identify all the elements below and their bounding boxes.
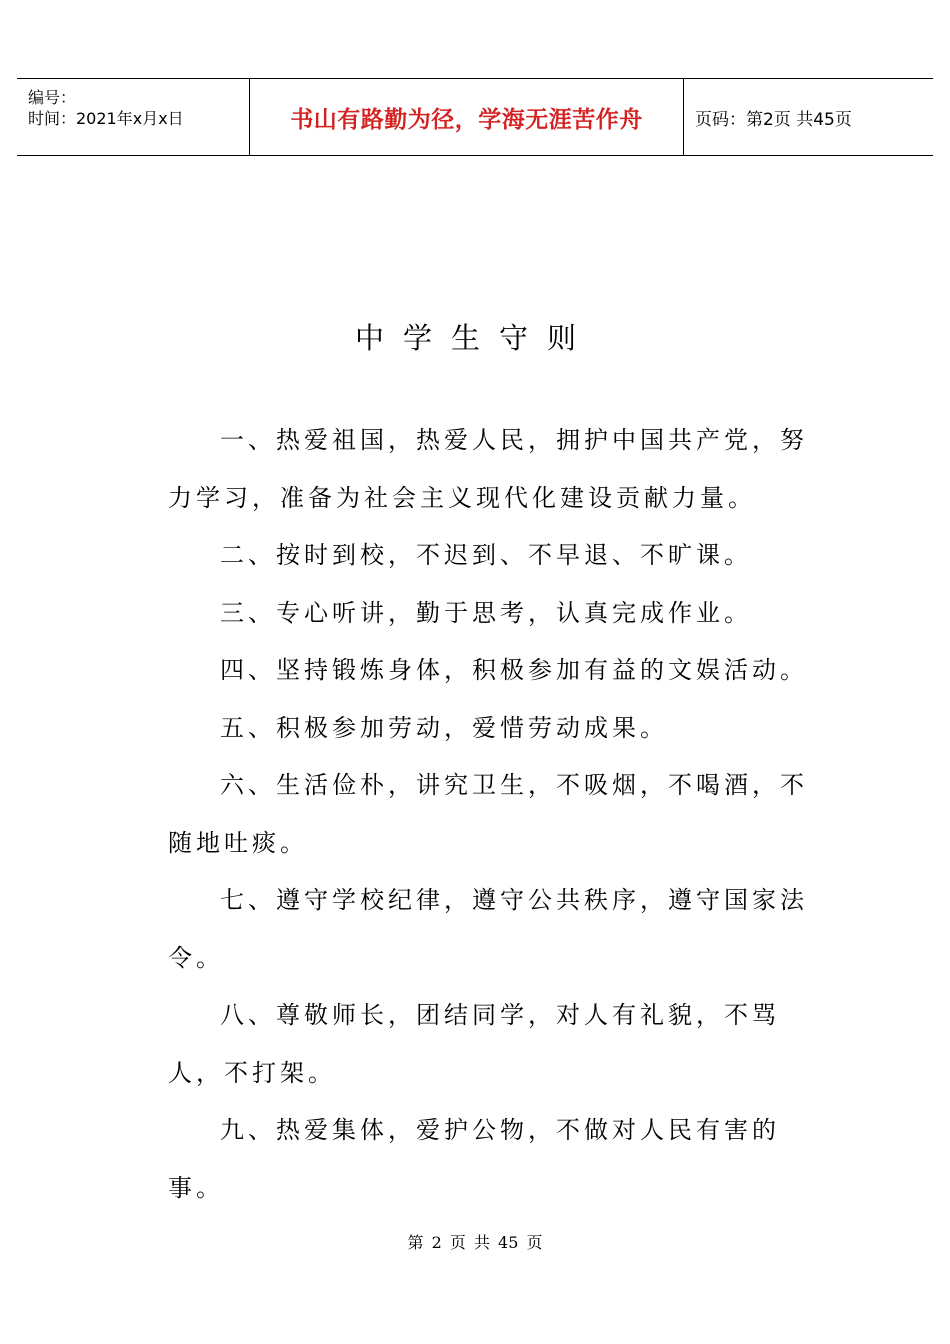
header-left-cell — [17, 79, 250, 155]
number-label: 编号： — [28, 88, 77, 107]
rule-6: 六、生活俭朴，讲究卫生，不吸烟，不喝酒，不随地吐痰。 — [168, 771, 808, 857]
header-right-cell — [684, 79, 933, 155]
rule-4: 四、坚持锻炼身体，积极参加有益的文娱活动。 — [220, 656, 808, 684]
rule-2: 二、按时到校，不迟到、不早退、不旷课。 — [220, 541, 752, 569]
header-table — [17, 78, 933, 156]
document-title: 中学生守则 — [354, 321, 595, 355]
page-info: 页码：第2页 共45页 — [695, 109, 852, 130]
rule-8: 八、尊敬师长，团结同学，对人有礼貌，不骂人，不打架。 — [168, 1001, 780, 1087]
rule-5: 五、积极参加劳动，爱惜劳动成果。 — [220, 713, 668, 742]
rule-9: 九、热爱集体，爱护公物，不做对人民有害的事。 — [168, 1116, 780, 1202]
rule-3: 三、专心听讲，勤于思考，认真完成作业。 — [220, 598, 752, 627]
rule-7: 七、遵守学校纪律，遵守公共秩序，遵守国家法令。 — [168, 886, 808, 972]
header-middle-cell — [250, 79, 684, 155]
motto: 书山有路勤为径，学海无涯苦作舟 — [290, 106, 643, 133]
rules-list — [168, 412, 808, 1217]
rule-1: 一、热爱祖国，热爱人民，拥护中国共产党，努力学习，准备为社会主义现代化建设贡献力量。 — [168, 426, 808, 512]
page-footer: 第 2 页 共 45 页 — [407, 1233, 543, 1252]
time-label: 时间：2021年x月x日 — [28, 109, 184, 128]
